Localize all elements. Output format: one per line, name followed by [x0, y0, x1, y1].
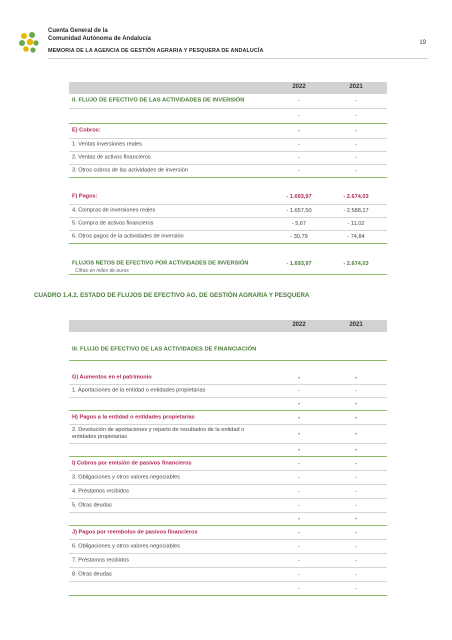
- table-row: 4. Préstamos recibidos - -: [69, 485, 387, 499]
- junta-andalucia-logo-icon: [18, 30, 40, 54]
- org-line-1: Cuenta General de la: [48, 28, 108, 34]
- document-subtitle: MEMORIA DE LA AGENCIA DE GESTIÓN AGRARIA Y PESQUERA DE ANDALUCÍA: [48, 48, 264, 54]
- page-header: [0, 0, 452, 66]
- page-number: 19: [419, 40, 426, 46]
- table-row: 3. Otros cobros de las actividades de inversión - -: [69, 165, 387, 178]
- table-row: - -: [69, 582, 387, 596]
- table-row: 1. Aportaciones de la entidad o entidades propietarias - -: [69, 385, 387, 398]
- table-row: - -: [69, 444, 387, 457]
- organization-name: [48, 28, 151, 43]
- table-row: 5. Compra de activos financieros - 5,67 - 11,02: [69, 218, 387, 231]
- table-row: 4. Compras de inversiones reales - 1.657,50 - 2.588,17: [69, 205, 387, 218]
- table-row: III. FLUJO DE EFECTIVO DE LAS ACTIVIDADES DE FINANCIACIÓN: [69, 340, 387, 361]
- table-row: 3. Obligaciones y otros valores negociables - -: [69, 471, 387, 485]
- units-note: Cifras en miles de euros: [75, 268, 129, 274]
- table-row: F) Pagos: - 1.693,97 - 2.674,03: [69, 190, 387, 205]
- column-2021: 2021: [349, 322, 363, 328]
- table-row: 5. Otras deudas - -: [69, 499, 387, 513]
- org-line-2: Comunidad Autónoma de Andalucía: [48, 35, 151, 42]
- column-2022: 2022: [292, 84, 306, 90]
- table-row: 8. Otras deudas - -: [69, 568, 387, 582]
- table-row: 2. Ventas de activos financieros - -: [69, 152, 387, 165]
- table-row: - -: [69, 398, 387, 411]
- table-row: II. FLUJO DE EFECTIVO DE LAS ACTIVIDADES DE INVERSIÓN - -: [69, 94, 387, 109]
- table-row: H) Pagos a la entidad o entidades propietarias - -: [69, 411, 387, 425]
- table-row: - -: [69, 109, 387, 124]
- table-row: 6. Otros pagos de la actividades de inversión - 30,79 - 74,84: [69, 231, 387, 244]
- table-row: I) Cobros por emisión de pasivos financieros - -: [69, 457, 387, 471]
- table-row: - -: [69, 513, 387, 526]
- table-row: E) Cobros: - -: [69, 124, 387, 139]
- column-2021: 2021: [349, 84, 363, 90]
- table-header-row: [69, 82, 387, 94]
- table-row-total: FLUJOS NETOS DE EFECTIVO POR ACTIVIDADES DE INVERSIÓN - 1.693,97 - 2.674,03: [69, 254, 387, 275]
- table-row: 6. Obligaciones y otros valores negociables - -: [69, 540, 387, 554]
- cuadro-title: CUADRO 1.4.2. ESTADO DE FLUJOS DE EFECTIVO AG. DE GESTIÓN AGRARIA Y PESQUERA: [34, 292, 310, 299]
- table-row: 7. Préstamos recibidos - -: [69, 554, 387, 568]
- header-divider: [48, 58, 428, 59]
- table-row: J) Pagos por reembolso de pasivos financieros - -: [69, 526, 387, 540]
- table-row: 2. Devolución de aportaciones y reparto de resultados de la entidad o entidades propietarias - -: [69, 425, 387, 444]
- column-2022: 2022: [292, 322, 306, 328]
- table-header-row: [69, 320, 387, 332]
- table-row: 1. Ventas inversiones reales - -: [69, 139, 387, 152]
- investment-cashflow-table: [69, 82, 387, 275]
- table-row: G) Aumentos en el patrimonio - -: [69, 371, 387, 385]
- financing-cashflow-table: [69, 320, 387, 596]
